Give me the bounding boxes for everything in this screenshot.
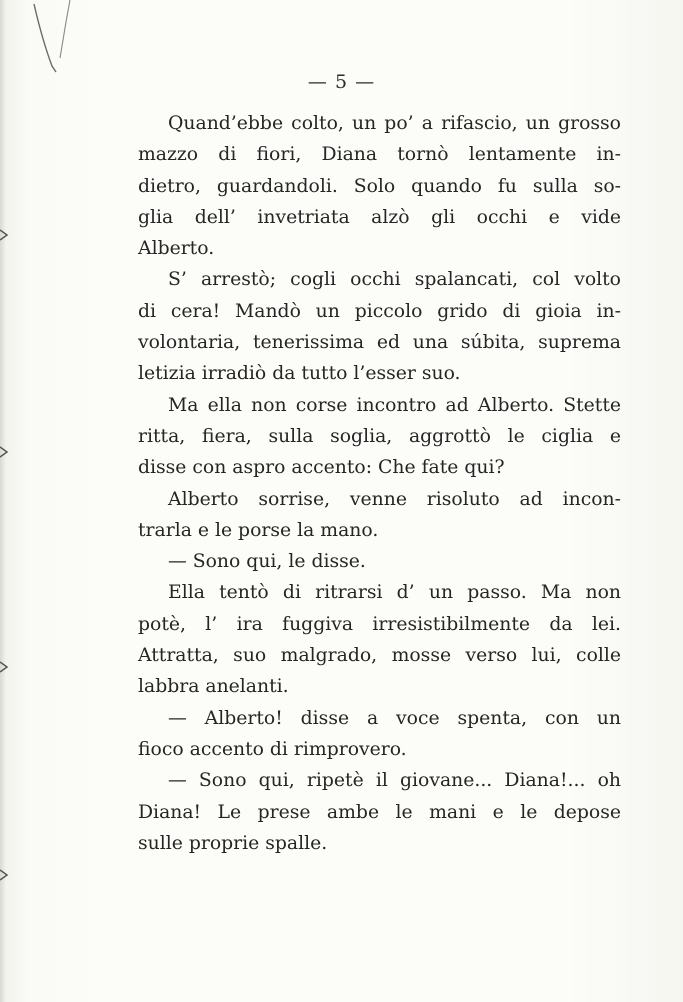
paragraph bbox=[138, 390, 621, 484]
text-line: sulle proprie spalle. bbox=[138, 832, 328, 854]
paragraph bbox=[138, 703, 621, 766]
page-binding-edge bbox=[0, 0, 6, 1002]
text-line: ritta, fiera, sulla soglia, aggrottò le ciglia e bbox=[138, 425, 621, 447]
paragraph bbox=[138, 108, 621, 264]
text-line: — Alberto! disse a voce spenta, con un bbox=[168, 707, 621, 729]
text-line: volontaria, tenerissima ed una súbita, suprema bbox=[138, 332, 621, 354]
text-line: — Sono qui, ripetè il giovane... Diana!... oh bbox=[168, 770, 621, 792]
text-line: dietro, guardandoli. Solo quando fu sulla so- bbox=[138, 175, 621, 197]
text-line: labbra anelanti. bbox=[138, 676, 289, 698]
text-line: trarla e le porse la mano. bbox=[138, 519, 379, 541]
paragraph bbox=[138, 264, 621, 389]
text-line: fioco accento di rimprovero. bbox=[138, 738, 407, 760]
text-line: glia dell’ invetriata alzò gli occhi e vide bbox=[138, 206, 621, 228]
margin-tick-mark bbox=[0, 228, 10, 242]
paragraph bbox=[138, 765, 621, 859]
margin-tick-mark bbox=[0, 445, 10, 459]
text-line: Diana! Le prese ambe le mani e le depose bbox=[138, 801, 621, 823]
text-line: di cera! Mandò un piccolo grido di gioia in- bbox=[138, 300, 621, 322]
pencil-mark bbox=[30, 0, 76, 78]
text-line: mazzo di fiori, Diana tornò lentamente in- bbox=[138, 144, 621, 166]
text-line: Alberto. bbox=[138, 238, 215, 260]
text-line: Attratta, suo malgrado, mosse verso lui, colle bbox=[138, 645, 621, 667]
text-line: disse con aspro accento: Che fate qui? bbox=[138, 457, 505, 479]
paragraph bbox=[138, 484, 621, 547]
text-line: Alberto sorrise, venne risoluto ad incon- bbox=[168, 488, 621, 510]
paragraph bbox=[138, 577, 621, 702]
margin-tick-mark bbox=[0, 660, 10, 674]
text-line: Ma ella non corse incontro ad Alberto. Stette bbox=[168, 394, 621, 416]
text-line: Ella tentò di ritrarsi d’ un passo. Ma non bbox=[168, 582, 621, 604]
paragraph bbox=[138, 546, 621, 577]
text-line: Quand’ebbe colto, un po’ a rifascio, un grosso bbox=[168, 113, 621, 134]
margin-tick-mark bbox=[0, 868, 10, 882]
text-line: potè, l’ ira fuggiva irresistibilmente da lei. bbox=[138, 613, 621, 635]
text-line: S’ arrestò; cogli occhi spalancati, col volto bbox=[168, 269, 621, 291]
body-text bbox=[138, 108, 621, 859]
text-line: — Sono qui, le disse. bbox=[168, 551, 366, 573]
page-number: — 5 — bbox=[307, 71, 376, 93]
text-line: letizia irradiò da tutto l’esser suo. bbox=[138, 363, 461, 385]
